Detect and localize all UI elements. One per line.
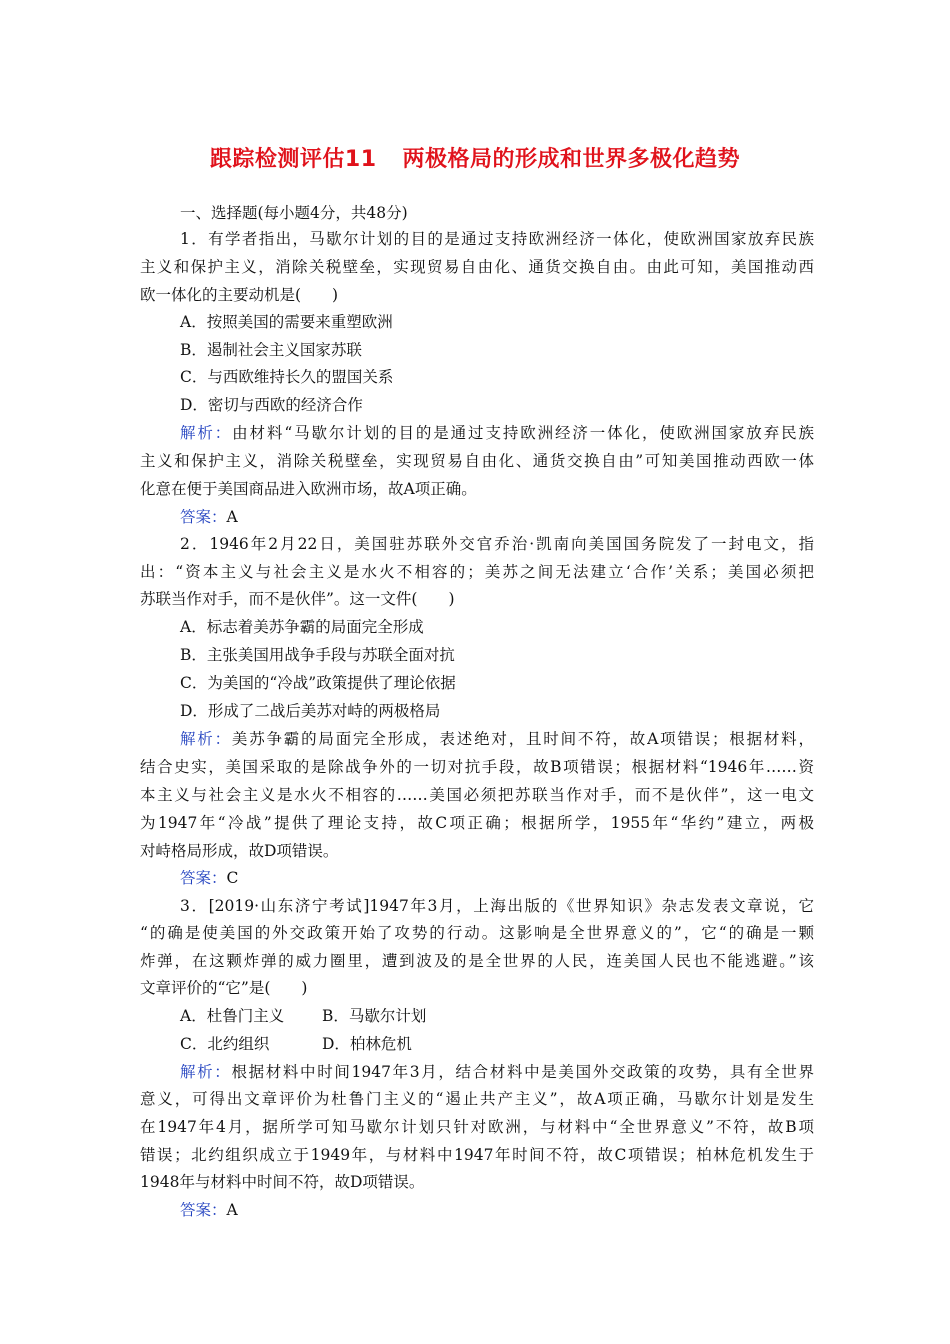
q3-analysis-label: 解析： bbox=[180, 1063, 232, 1081]
q2-analysis-line: 结合史实，美国采取的是除战争外的一切对抗手段，故B项错误；根据材料“1946年……资 bbox=[140, 758, 814, 776]
q1-answer-value: A bbox=[226, 508, 238, 526]
title-prefix: 跟踪检测评估11 bbox=[209, 147, 377, 172]
q3-answer-value: A bbox=[226, 1201, 238, 1219]
q2-option: A．标志着美苏争霸的局面完全形成 bbox=[180, 618, 424, 636]
q3-stem-line: 文章评价的“它”是( ) bbox=[140, 979, 308, 997]
q2-option: D．形成了二战后美苏对峙的两极格局 bbox=[180, 702, 441, 720]
q2-stem-line: 出：“资本主义与社会主义是水火不相容的；美苏之间无法建立‘合作’关系；美国必须把 bbox=[140, 563, 814, 581]
q3-stem-line: 炸弹，在这颗炸弹的威力圈里，遭到波及的是全世界的人民，连美国人民也不能逃避。”该 bbox=[140, 952, 814, 970]
q3-answer bbox=[180, 1200, 238, 1220]
q3-stem-line: “的确是使美国的外交政策开始了攻势的行动。这影响是全世界意义的”，它“的确是一颗 bbox=[140, 924, 814, 942]
q1-stem-line: 主义和保护主义，消除关税壁垒，实现贸易自由化、通货交换自由。由此可知，美国推动西 bbox=[140, 258, 814, 276]
q1-option: D．密切与西欧的经济合作 bbox=[180, 396, 363, 414]
q3-option: A．杜鲁门主义 bbox=[180, 1007, 285, 1025]
q3-analysis-text: 根据材料中时间1947年3月，结合材料中是美国外交政策的攻势，具有全世界 bbox=[231, 1063, 814, 1081]
q3-option: D．柏林危机 bbox=[322, 1035, 412, 1053]
q1-option: A．按照美国的需要来重塑欧洲 bbox=[180, 313, 393, 331]
q1-analysis-label: 解析： bbox=[180, 424, 233, 442]
q2-analysis-text: 美苏争霸的局面完全形成，表述绝对，且时间不符，故A项错误；根据材料， bbox=[231, 730, 814, 748]
q2-option: C．为美国的“冷战”政策提供了理论依据 bbox=[180, 674, 456, 692]
q2-analysis-label: 解析： bbox=[180, 730, 232, 748]
q3-option-row bbox=[180, 1006, 284, 1026]
q1-analysis-line: 化意在便于美国商品进入欧洲市场，故A项正确。 bbox=[140, 480, 477, 498]
q2-stem-line: 苏联当作对手，而不是伙伴”。这一文件( ) bbox=[140, 590, 455, 608]
q1-stem-line: 欧一体化的主要动机是( ) bbox=[140, 286, 339, 304]
q2-analysis-line: 对峙格局形成，故D项错误。 bbox=[140, 842, 339, 860]
q3-answer-label: 答案： bbox=[180, 1201, 227, 1219]
q2-analysis-line bbox=[180, 729, 814, 749]
q1-option: B．遏制社会主义国家苏联 bbox=[180, 341, 362, 359]
q3-analysis-line: 意义，可得出文章评价为杜鲁门主义的“遏止共产主义”，故A项正确，马歇尔计划是发生 bbox=[140, 1090, 814, 1108]
q1-analysis-text: 由材料“马歇尔计划的目的是通过支持欧洲经济一体化，使欧洲国家放弃民族 bbox=[232, 424, 814, 442]
q1-analysis-line bbox=[180, 423, 814, 443]
q3-analysis-line bbox=[180, 1062, 814, 1082]
q2-option: B．主张美国用战争手段与苏联全面对抗 bbox=[180, 646, 455, 664]
q3-analysis-line: 1948年与材料中时间不符，故D项错误。 bbox=[140, 1173, 425, 1191]
q3-option: C．北约组织 bbox=[180, 1035, 270, 1053]
q2-answer-label: 答案： bbox=[180, 869, 227, 887]
q3-option: B．马歇尔计划 bbox=[322, 1007, 427, 1025]
page-title bbox=[0, 142, 950, 173]
q2-analysis-line: 为1947年“冷战”提供了理论支持，故C项正确；根据所学，1955年“华约”建立，两极 bbox=[140, 814, 814, 832]
title-main: 两极格局的形成和世界多极化趋势 bbox=[402, 147, 741, 172]
q1-analysis-line: 主义和保护主义，消除关税壁垒，实现贸易自由化、通货交换自由”可知美国推动西欧一体 bbox=[140, 452, 814, 470]
q3-analysis-line: 在1947年4月，据所学可知马歇尔计划只针对欧洲，与材料中“全世界意义”不符，故B项 bbox=[140, 1118, 814, 1136]
q1-option: C．与西欧维持长久的盟国关系 bbox=[180, 368, 394, 386]
section-heading: 一、选择题(每小题4分，共48分) bbox=[180, 204, 408, 222]
q2-analysis-line: 本主义与社会主义是水火不相容的……美国必须把苏联当作对手，而不是伙伴”，这一电文 bbox=[140, 786, 814, 804]
q1-answer bbox=[180, 507, 238, 527]
q3-analysis-line: 错误；北约组织成立于1949年，与材料中1947年时间不符，故C项错误；柏林危机发生于 bbox=[140, 1146, 814, 1164]
q2-stem-line: 2．1946年2月22日，美国驻苏联外交官乔治·凯南向美国国务院发了一封电文，指 bbox=[180, 535, 814, 553]
q2-answer-value: C bbox=[226, 869, 239, 887]
q3-stem-line: 3．[2019·山东济宁考试]1947年3月，上海出版的《世界知识》杂志发表文章说，它 bbox=[180, 897, 814, 915]
q2-answer bbox=[180, 868, 238, 888]
q1-stem-line: 1．有学者指出，马歇尔计划的目的是通过支持欧洲经济一体化，使欧洲国家放弃民族 bbox=[180, 230, 814, 248]
q1-answer-label: 答案： bbox=[180, 508, 227, 526]
